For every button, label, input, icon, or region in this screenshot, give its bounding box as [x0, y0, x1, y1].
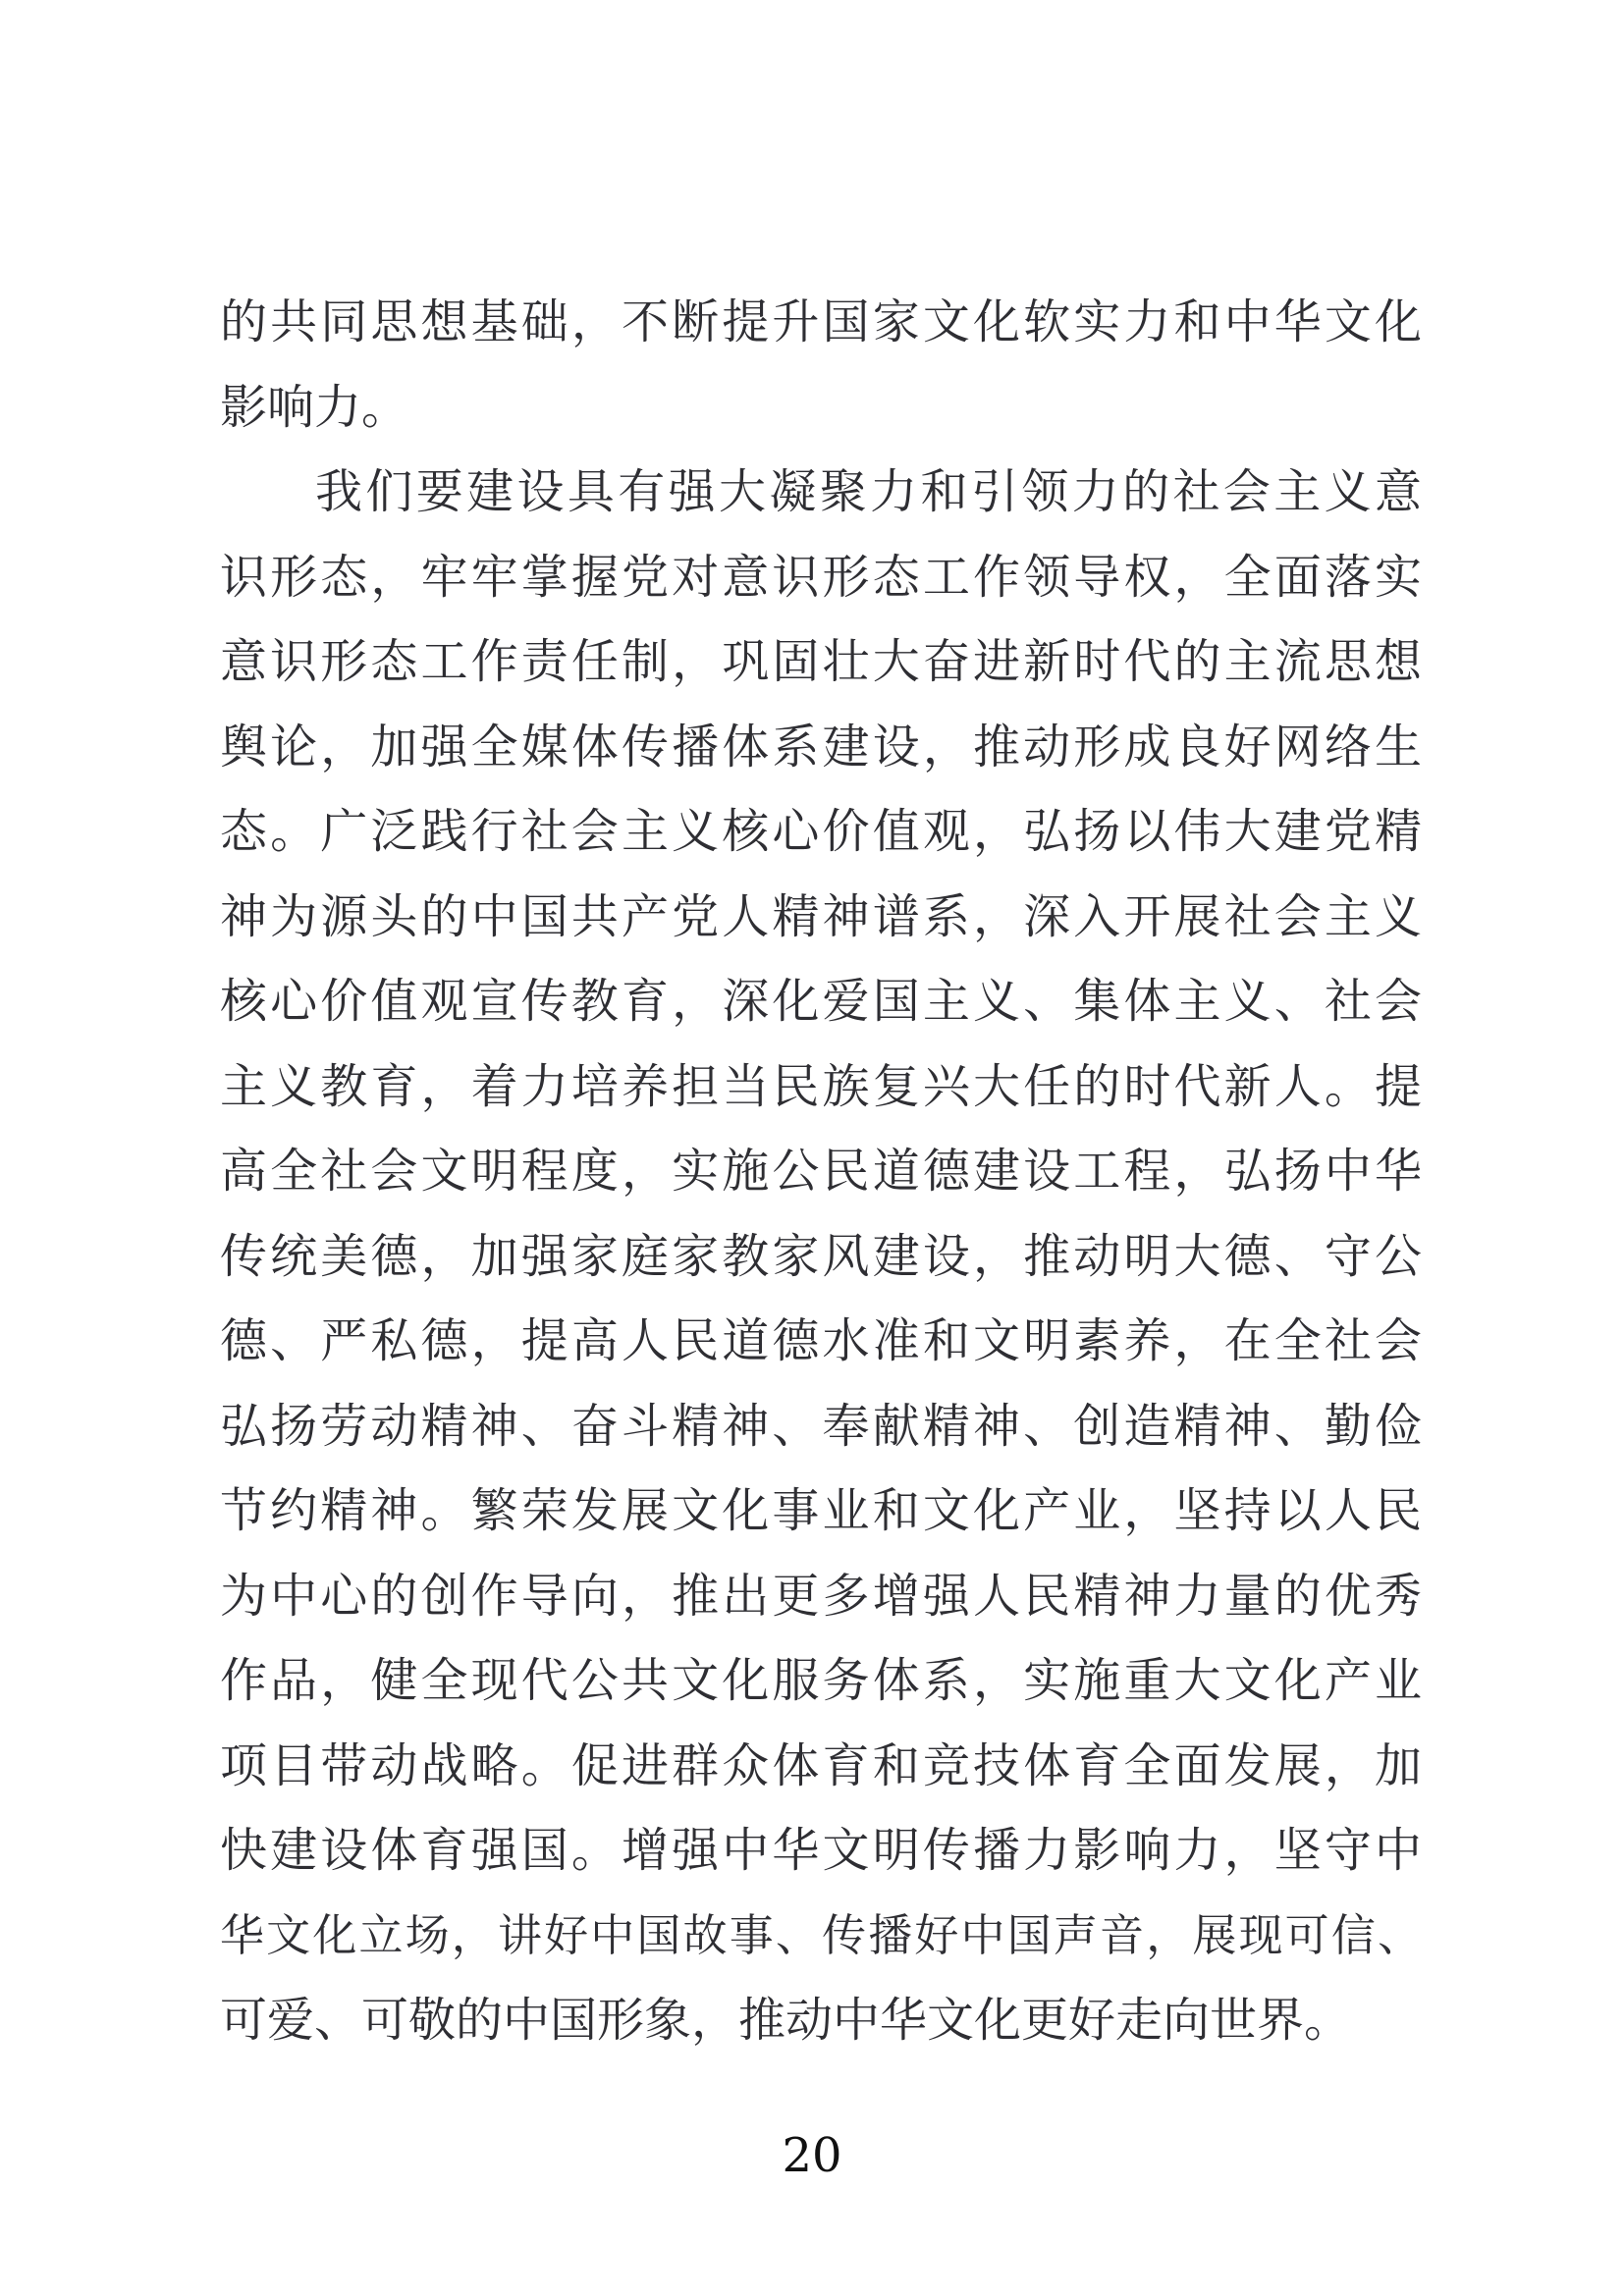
text-line: 可爱、可敬的中国形象，推动中华文化更好走向世界。 — [220, 1993, 1352, 2048]
text-line: 态。广泛践行社会主义核心价值观，弘扬以伟大建党精 — [220, 804, 1422, 859]
text-line: 的共同思想基础，不断提升国家文化软实力和中华文化 — [220, 294, 1422, 349]
text-line: 为中心的创作导向，推出更多增强人民精神力量的优秀 — [220, 1568, 1422, 1624]
text-line: 节约精神。繁荣发展文化事业和文化产业，坚持以人民 — [220, 1483, 1422, 1538]
page-number: 20 — [782, 2128, 842, 2183]
text-line: 作品，健全现代公共文化服务体系，实施重大文化产业 — [220, 1653, 1422, 1708]
text-line: 我们要建设具有强大凝聚力和引领力的社会主义意 — [315, 464, 1422, 519]
text-line: 核心价值观宣传教育，深化爱国主义、集体主义、社会 — [220, 974, 1422, 1029]
text-line: 识形态，牢牢掌握党对意识形态工作领导权，全面落实 — [220, 549, 1422, 605]
text-line: 影响力。 — [220, 379, 409, 435]
text-line: 华文化立场，讲好中国故事、传播好中国声音，展现可信、 — [220, 1908, 1422, 1961]
text-line: 传统美德，加强家庭家教家风建设，推动明大德、守公 — [220, 1228, 1422, 1284]
text-line: 主义教育，着力培养担当民族复兴大任的时代新人。提 — [220, 1058, 1422, 1114]
text-line: 弘扬劳动精神、奋斗精神、奉献精神、创造精神、勤俭 — [220, 1398, 1422, 1454]
text-line: 意识形态工作责任制，巩固壮大奋进新时代的主流思想 — [220, 634, 1422, 689]
body-text — [220, 280, 1422, 2063]
text-line: 德、严私德，提高人民道德水准和文明素养，在全社会 — [220, 1313, 1422, 1368]
text-line: 舆论，加强全媒体传播体系建设，推动形成良好网络生 — [220, 719, 1422, 774]
text-line: 快建设体育强国。增强中华文明传播力影响力，坚守中 — [220, 1823, 1422, 1878]
text-line: 高全社会文明程度，实施公民道德建设工程，弘扬中华 — [220, 1144, 1422, 1199]
text-line: 神为源头的中国共产党人精神谱系，深入开展社会主义 — [220, 888, 1422, 944]
text-line: 项目带动战略。促进群众体育和竞技体育全面发展，加 — [220, 1737, 1422, 1793]
